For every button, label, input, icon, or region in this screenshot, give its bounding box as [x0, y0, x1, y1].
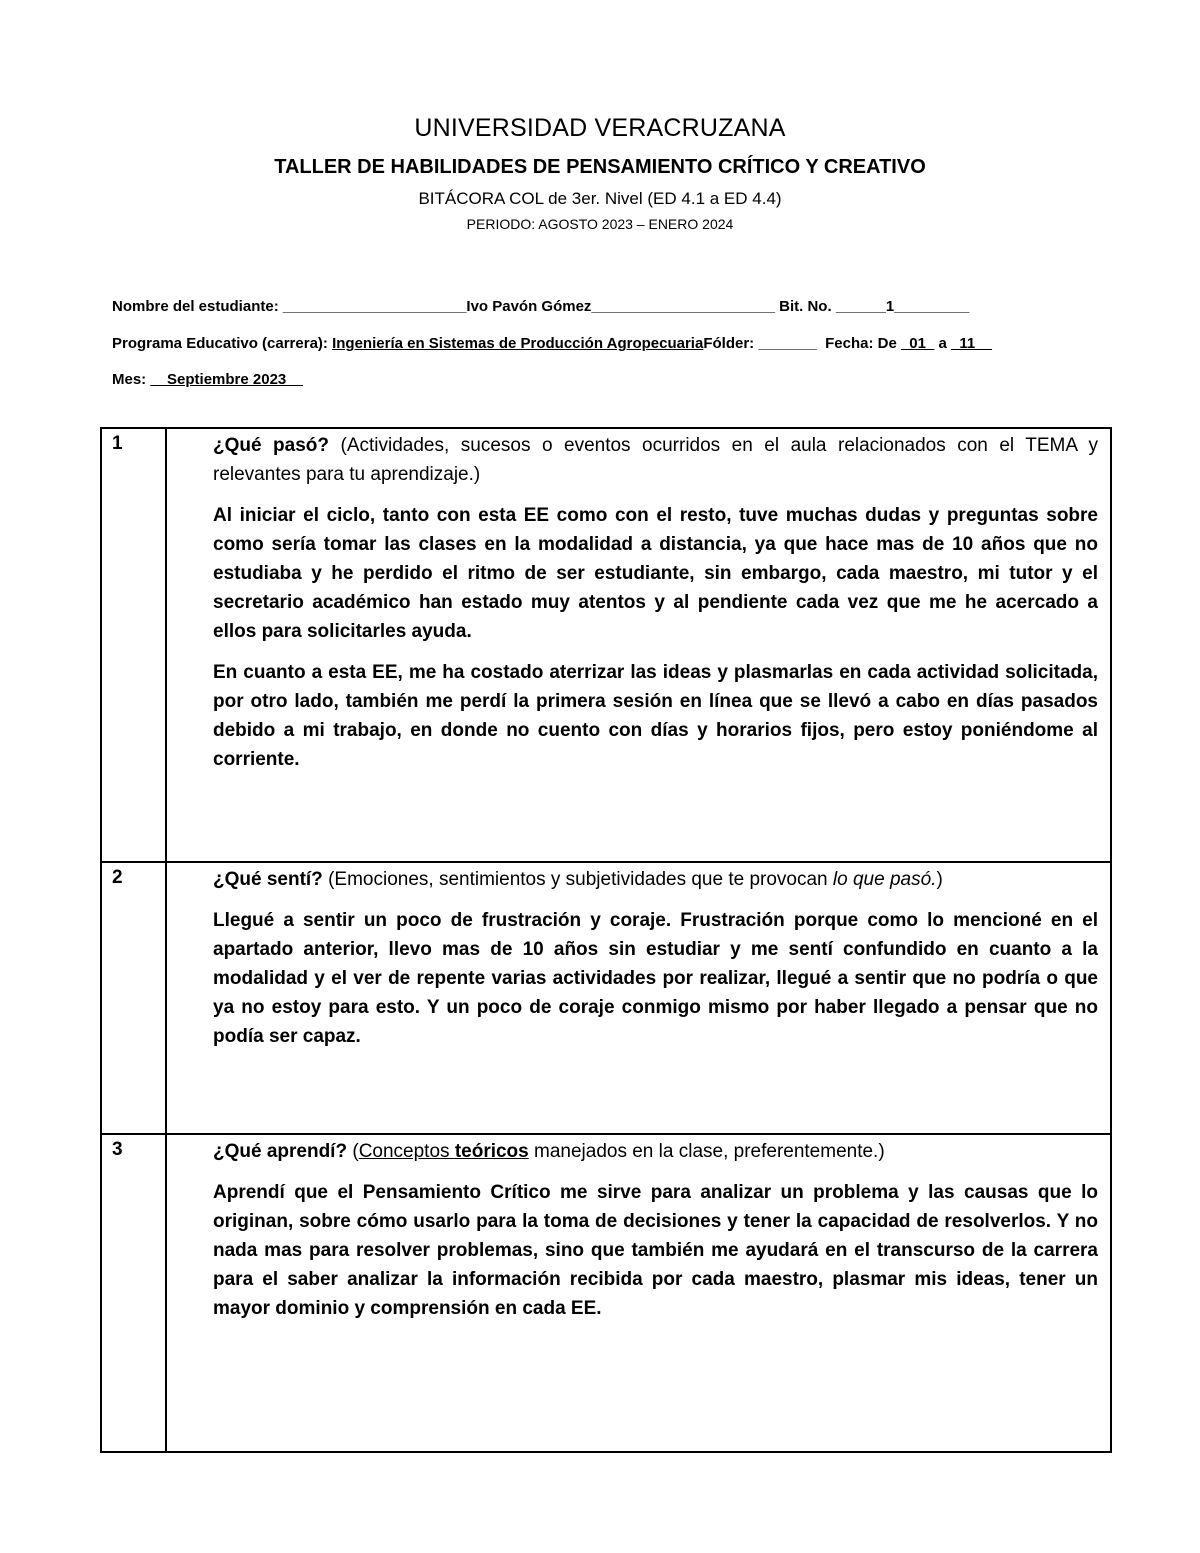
question-hint-close: ) [936, 869, 943, 890]
program-label: Programa Educativo (carrera): [112, 335, 328, 352]
answer-paragraph: Al iniciar el ciclo, tanto con esta EE como con el resto, tuve muchas dudas y preguntas sobre como sería tomar las clases en la modalidad a distancia, ya que hace mas de 10 años que no estudiaba y he perdido el ritmo de ser estudiante, sin embargo, cada maestro, mi tutor y el secretario académico han estado muy atentos y al pendiente cada vez que me he acercado a ellos para solicitarles ayuda. [213, 505, 1098, 642]
student-name: ______________________Ivo Pavón Gómez______________________ [282, 298, 775, 315]
bit-number: ______1_________ [835, 298, 970, 315]
row-number: 3 [101, 1134, 166, 1452]
date-separator: a [938, 335, 947, 352]
question-title: ¿Qué pasó? [213, 435, 329, 456]
date-to: _11__ [951, 335, 992, 352]
university-title: UNIVERSIDAD VERACRUZANA [414, 114, 786, 142]
row-number: 1 [101, 428, 166, 862]
date-from: _01_ [900, 335, 935, 352]
student-line [112, 298, 969, 315]
question-hint-theoretical: teóricos [454, 1141, 529, 1162]
table-row [101, 1134, 1111, 1452]
month-label: Mes: [112, 371, 147, 388]
program-line [112, 335, 992, 352]
row-content [166, 1134, 1111, 1452]
question-prompt [213, 431, 1098, 489]
question-prompt [213, 1137, 1098, 1166]
log-title: BITÁCORA COL de 3er. Nivel (ED 4.1 a ED 4.4) [418, 189, 782, 208]
answer-paragraph: Llegué a sentir un poco de frustración y coraje. Frustración porque como lo mencioné en el apartado anterior, llevo mas de 10 años sin estudiar y me sentí confundido en cuanto a la modalidad y el ver de repente varias actividades por realizar, llegué a sentir que no podría o que ya no estoy para esto. Y un poco de coraje conmigo mismo por haber llegado a pensar que no podía ser capaz. [213, 910, 1098, 1047]
question-hint-concepts: Conceptos [358, 1141, 450, 1162]
month-line [112, 371, 303, 388]
row-content [166, 428, 1111, 862]
workshop-title: TALLER DE HABILIDADES DE PENSAMIENTO CRÍTICO Y CREATIVO [274, 156, 926, 178]
question-hint: manejados en la clase, preferentemente.) [534, 1141, 885, 1162]
question-prompt [213, 865, 1098, 894]
question-hint-emphasis: lo que pasó. [832, 869, 937, 890]
table-row [101, 428, 1111, 862]
question-hint-open: ( [352, 1141, 359, 1162]
table-row [101, 862, 1111, 1134]
row-content [166, 862, 1111, 1134]
question-title: ¿Qué sentí? [213, 869, 323, 890]
answer-paragraph: Aprendí que el Pensamiento Crítico me sirve para analizar un problema y las causas que lo originan, sobre cómo usarlo para la toma de decisiones y tener la capacidad de resolverlos. Y no nada mas para resolver problemas, sino que también me ayudará en el transcurso de la carrera para el saber analizar la información recibida por cada maestro, plasmar mis ideas, tener un mayor dominio y comprensión en cada EE. [213, 1182, 1098, 1319]
student-label: Nombre del estudiante: [112, 298, 279, 315]
folder-label: Fólder: [703, 335, 755, 352]
answer-paragraph: En cuanto a esta EE, me ha costado aterrizar las ideas y plasmarlas en cada actividad solicitada, por otro lado, también me perdí la primera sesión en línea que se llevó a cabo en días pasados debido a mi trabajo, en donde no cuento con días y horarios fijos, pero estoy poniéndome al corriente. [213, 662, 1098, 770]
period-label: PERIODO: AGOSTO 2023 – ENERO 2024 [466, 216, 734, 232]
date-label: Fecha: De [825, 335, 897, 352]
question-title: ¿Qué aprendí? [213, 1141, 348, 1162]
month-value: __Septiembre 2023__ [150, 371, 303, 388]
reflection-table [100, 427, 1112, 1453]
program-name: Ingeniería en Sistemas de Producción Agropecuaria [332, 335, 704, 352]
folder-value: _______ [758, 335, 817, 352]
bit-label: Bit. No. [779, 298, 832, 315]
question-hint: (Emociones, sentimientos y subjetividades que te provocan [328, 869, 828, 890]
question-hint: (Actividades, sucesos o eventos ocurridos en el aula relacionados con el TEMA y relevantes para tu aprendizaje.) [213, 435, 1098, 485]
row-number: 2 [101, 862, 166, 1134]
